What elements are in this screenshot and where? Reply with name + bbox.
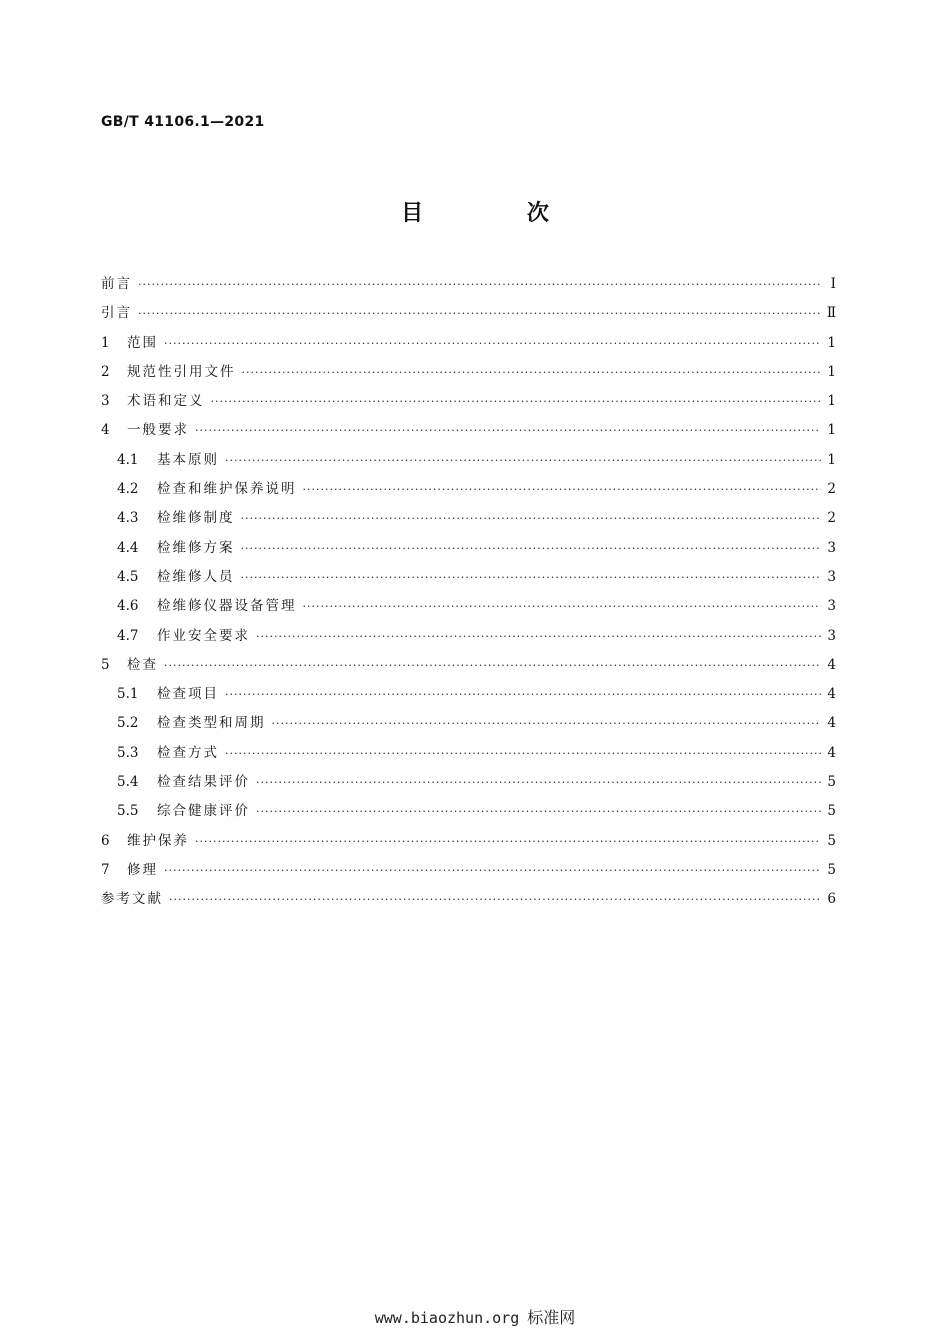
dot-leader — [138, 278, 822, 291]
toc-entry-number: 5.1 — [117, 686, 139, 703]
toc-entry-number: 4 — [101, 422, 110, 439]
dot-leader — [195, 835, 821, 848]
toc-entry-number: 2 — [101, 363, 110, 380]
toc-entry-page: 1 — [827, 393, 836, 410]
dot-leader — [241, 542, 822, 555]
toc-entry-page: 5 — [827, 832, 836, 849]
toc-entry-label: 范围 — [127, 334, 158, 351]
toc-entry-number: 4.5 — [117, 568, 139, 585]
toc-entry-number: 7 — [101, 861, 110, 878]
toc-entry-number: 1 — [101, 334, 110, 351]
toc-entry-number: 5.3 — [117, 744, 139, 761]
toc-entry-label: 综合健康评价 — [157, 803, 250, 820]
toc-entry[interactable] — [101, 770, 836, 799]
footer-website[interactable]: www.biaozhun.org — [374, 1309, 520, 1327]
toc-entry-label: 前言 — [101, 276, 132, 292]
toc-entry-page: 4 — [827, 656, 836, 673]
toc-entry-label: 修理 — [127, 861, 158, 878]
toc-entry-number: 5.4 — [117, 774, 139, 791]
toc-entry-label: 一般要求 — [127, 422, 189, 439]
toc-entry-label: 检维修人员 — [157, 568, 235, 585]
toc-entry-number: 5 — [101, 656, 110, 673]
toc-entry[interactable] — [101, 506, 836, 535]
dot-leader — [225, 688, 821, 701]
toc-entry-number: 5.5 — [117, 803, 139, 820]
toc-entry-number: 4.2 — [117, 481, 139, 498]
table-of-contents — [101, 272, 836, 917]
toc-entry-page: 4 — [827, 715, 836, 732]
toc-entry-label: 检查和维护保养说明 — [157, 481, 297, 498]
toc-entry-label: 术语和定义 — [127, 393, 205, 410]
toc-entry[interactable] — [101, 624, 836, 653]
toc-entry-page: 4 — [827, 686, 836, 703]
toc-entry-number: 6 — [101, 832, 110, 849]
toc-entry-label: 维护保养 — [127, 832, 189, 849]
toc-entry-page: 6 — [827, 891, 836, 908]
toc-entry-number: 4.3 — [117, 510, 139, 527]
toc-entry-label: 引言 — [101, 305, 132, 322]
toc-entry-number: 4.4 — [117, 539, 139, 556]
standard-code: GB/T 41106.1—2021 — [101, 114, 265, 130]
toc-entry[interactable] — [101, 477, 836, 506]
dot-leader — [211, 395, 822, 408]
toc-entry[interactable] — [101, 711, 836, 740]
dot-leader — [164, 337, 821, 350]
toc-entry-page: 2 — [827, 481, 836, 498]
toc-entry[interactable] — [101, 565, 836, 594]
toc-entry[interactable] — [101, 536, 836, 565]
toc-entry-number: 5.2 — [117, 715, 139, 732]
toc-entry-page: 3 — [827, 539, 836, 556]
page-title: 目 次 — [401, 201, 597, 226]
toc-entry[interactable] — [101, 887, 836, 916]
dot-leader — [164, 659, 821, 672]
toc-entry-page: 1 — [827, 451, 836, 468]
toc-entry-page: Ⅱ — [826, 305, 836, 322]
toc-entry-label: 参考文献 — [101, 891, 163, 908]
toc-entry[interactable] — [101, 331, 836, 360]
toc-entry-label: 检查项目 — [157, 686, 219, 703]
dot-leader — [256, 776, 821, 789]
toc-entry-page: 2 — [827, 510, 836, 527]
dot-leader — [225, 454, 821, 467]
toc-entry[interactable] — [101, 389, 836, 418]
toc-entry[interactable] — [101, 858, 836, 887]
toc-entry-label: 检查类型和周期 — [157, 715, 266, 732]
dot-leader — [225, 747, 821, 760]
toc-entry[interactable] — [101, 272, 836, 301]
toc-entry-page: 3 — [827, 627, 836, 644]
toc-entry-page: 3 — [827, 598, 836, 615]
dot-leader — [256, 630, 821, 643]
toc-entry[interactable] — [101, 360, 836, 389]
dot-leader — [242, 366, 822, 379]
toc-entry-page: 5 — [827, 803, 836, 820]
toc-entry-number: 4.6 — [117, 598, 139, 615]
toc-entry-page: 1 — [827, 334, 836, 351]
toc-entry[interactable] — [101, 741, 836, 770]
footer — [0, 1305, 950, 1328]
dot-leader — [303, 483, 822, 496]
toc-entry-page: 4 — [827, 744, 836, 761]
toc-entry-label: 基本原则 — [157, 451, 219, 468]
toc-entry-label: 检查方式 — [157, 744, 219, 761]
toc-entry[interactable] — [101, 653, 836, 682]
dot-leader — [169, 893, 821, 906]
dot-leader — [256, 805, 821, 818]
dot-leader — [303, 600, 822, 613]
toc-entry-label: 检维修方案 — [157, 539, 235, 556]
toc-entry-number: 3 — [101, 393, 110, 410]
toc-entry-label: 检查结果评价 — [157, 774, 250, 791]
toc-entry-label: 检维修制度 — [157, 510, 235, 527]
toc-entry[interactable] — [101, 829, 836, 858]
dot-leader — [272, 717, 822, 730]
toc-entry-page: 5 — [827, 861, 836, 878]
dot-leader — [164, 864, 821, 877]
toc-entry-page: Ⅰ — [830, 276, 836, 292]
toc-entry[interactable] — [101, 594, 836, 623]
toc-entry-label: 作业安全要求 — [157, 627, 250, 644]
toc-entry-label: 检查 — [127, 656, 158, 673]
toc-entry[interactable] — [101, 799, 836, 828]
toc-entry[interactable] — [101, 682, 836, 711]
toc-entry-page: 1 — [827, 363, 836, 380]
toc-entry-label: 检维修仪器设备管理 — [157, 598, 297, 615]
dot-leader — [195, 424, 821, 437]
toc-entry[interactable] — [101, 301, 836, 330]
toc-entry-number: 4.1 — [117, 451, 139, 468]
toc-entry-page: 3 — [827, 568, 836, 585]
toc-entry-label: 规范性引用文件 — [127, 363, 236, 380]
toc-entry-number: 4.7 — [117, 627, 139, 644]
dot-leader — [138, 307, 821, 320]
dot-leader — [241, 512, 822, 525]
dot-leader — [241, 571, 822, 584]
toc-entry[interactable] — [101, 418, 836, 447]
toc-entry[interactable] — [101, 448, 836, 477]
toc-entry-page: 5 — [827, 774, 836, 791]
toc-entry-page: 1 — [827, 422, 836, 439]
footer-brand: 标准网 — [527, 1308, 576, 1327]
